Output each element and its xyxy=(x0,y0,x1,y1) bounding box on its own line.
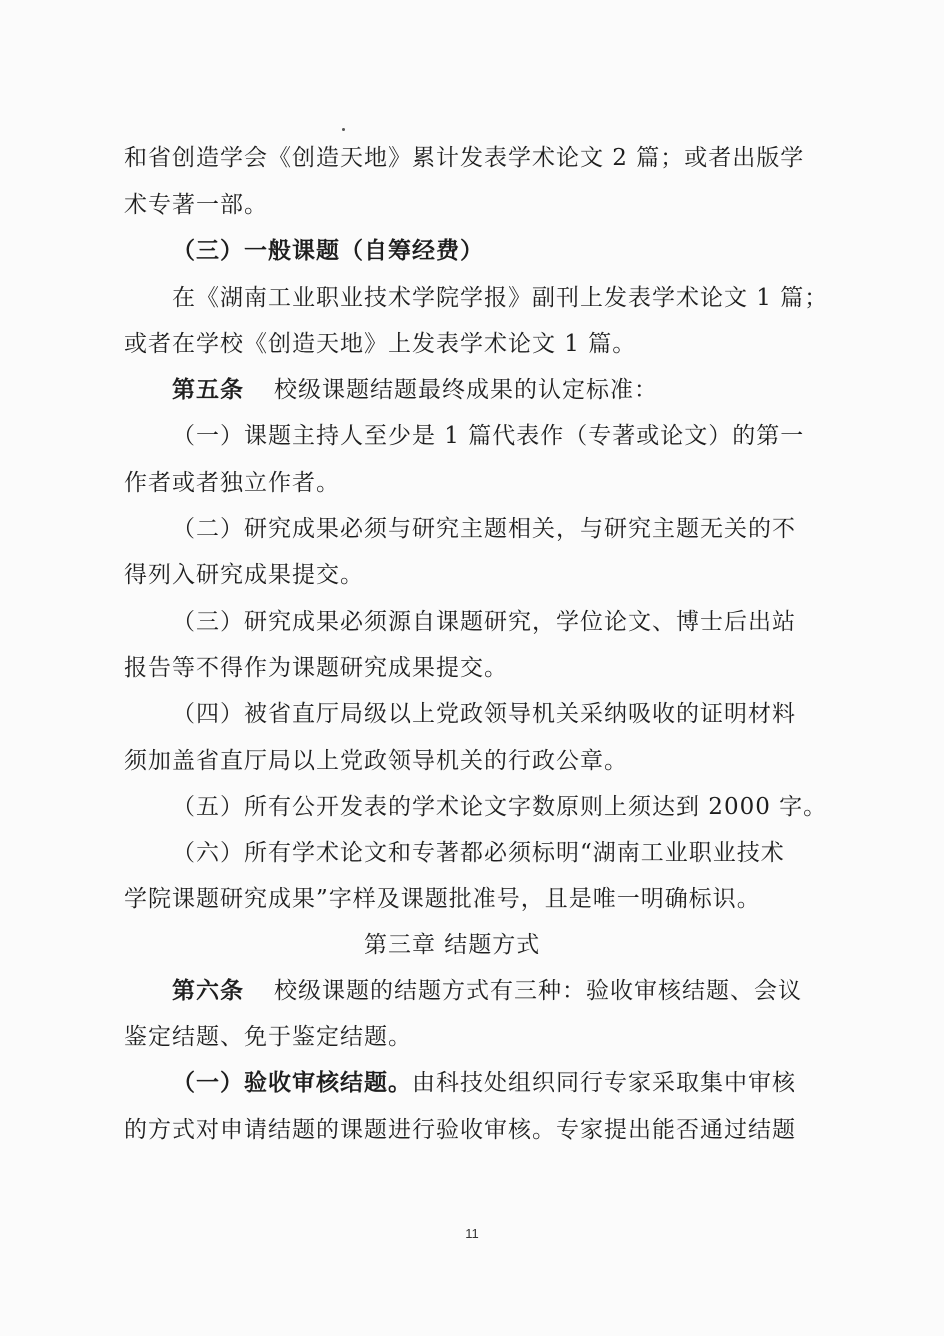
section-heading: （三）一般课题（自筹经费） xyxy=(172,237,484,264)
body-line: （五）所有公开发表的学术论文字数原则上须达到 2000 字。 xyxy=(172,794,828,820)
article-text: 校级课题结题最终成果的认定标准： xyxy=(274,377,658,403)
body-line: 术专著一部。 xyxy=(124,192,268,218)
body-line: 或者在学校《创造天地》上发表学术论文 1 篇。 xyxy=(124,331,637,357)
body-line: 鉴定结题、免于鉴定结题。 xyxy=(124,1024,412,1050)
page-number: 11 xyxy=(465,1226,479,1241)
stray-dot xyxy=(342,128,345,131)
subsection-text: 由科技处组织同行专家采取集中审核 xyxy=(412,1070,796,1096)
body-line: 作者或者独立作者。 xyxy=(124,470,340,496)
chapter-heading: 第三章 结题方式 xyxy=(364,932,541,958)
article-text: 校级课题的结题方式有三种：验收审核结题、会议 xyxy=(274,978,802,1004)
body-line: 得列入研究成果提交。 xyxy=(124,562,364,588)
article-label: 第六条 xyxy=(172,977,244,1004)
article-label: 第五条 xyxy=(172,376,244,403)
body-line: 的方式对申请结题的课题进行验收审核。专家提出能否通过结题 xyxy=(124,1117,796,1143)
body-line: 在《湖南工业职业技术学院学报》副刊上发表学术论文 1 篇； xyxy=(172,285,829,311)
body-line xyxy=(172,1068,796,1098)
body-line: （二）研究成果必须与研究主题相关，与研究主题无关的不 xyxy=(172,516,796,542)
body-line: （六）所有学术论文和专著都必须标明“湖南工业职业技术 xyxy=(172,840,785,866)
article-line xyxy=(172,976,802,1006)
subsection-label: （一）验收审核结题。 xyxy=(172,1069,412,1096)
body-line: 和省创造学会《创造天地》累计发表学术论文 2 篇；或者出版学 xyxy=(124,145,805,171)
body-line: （三）研究成果必须源自课题研究，学位论文、博士后出站 xyxy=(172,609,796,635)
body-line: （四）被省直厅局级以上党政领导机关采纳吸收的证明材料 xyxy=(172,701,796,727)
article-line xyxy=(172,375,658,405)
body-line: 报告等不得作为课题研究成果提交。 xyxy=(124,655,508,681)
body-line: （一）课题主持人至少是 1 篇代表作（专著或论文）的第一 xyxy=(172,423,805,449)
body-line: 学院课题研究成果”字样及课题批准号，且是唯一明确标识。 xyxy=(124,886,761,912)
body-line: 须加盖省直厅局以上党政领导机关的行政公章。 xyxy=(124,748,628,774)
